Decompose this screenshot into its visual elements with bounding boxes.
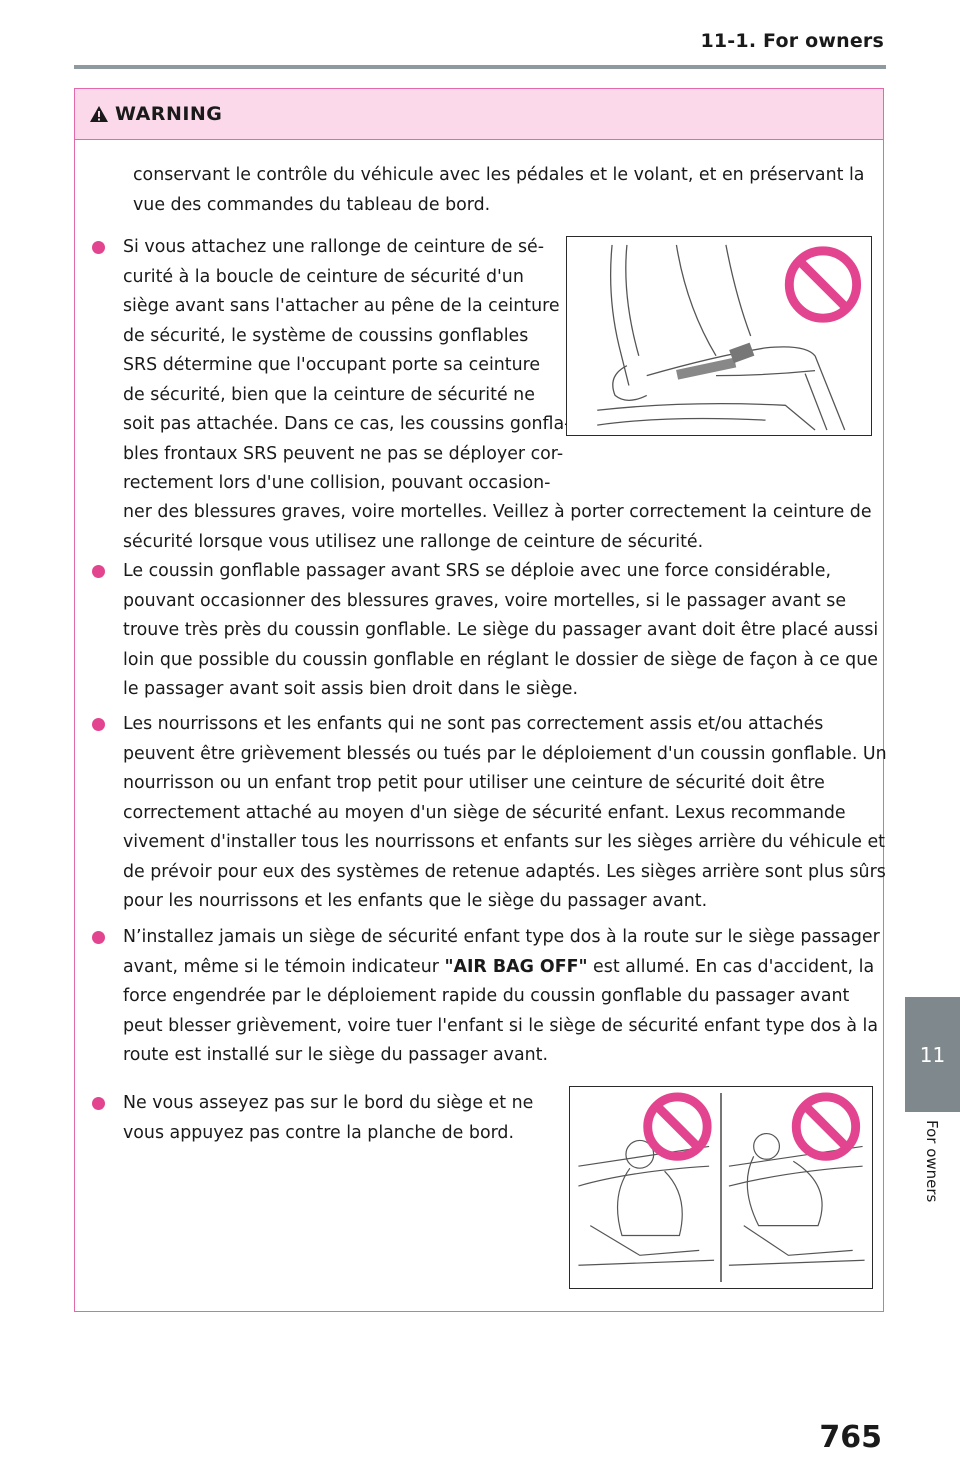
chapter-label: For owners	[923, 1120, 941, 1203]
seating-posture-figure	[569, 1086, 873, 1289]
bullet-text: Ne vous asseyez pas sur le bord du siège et ne vous appuyez pas contre la planche de bord.	[123, 1093, 534, 1143]
bullet-text: Le coussin gonflable passager avant SRS se déploie avec une force considérable, pouvant occasionner des blessures graves, voire mortelles, si le passager avant se trouve très près du coussin gonflable. Le siège du passager avant doit être placé aussi loin que possible du coussin gonflable en réglant le dossier de siège de façon à ce que le passager avant soit assis bien droit dans le siège.	[123, 561, 879, 699]
chapter-number: 11	[919, 1042, 946, 1067]
bullet-dot	[92, 1097, 105, 1110]
chapter-tab	[905, 997, 960, 1112]
bullet-dot	[92, 565, 105, 578]
header-rule	[74, 65, 886, 69]
warning-title: WARNING	[115, 103, 223, 125]
bullet-dot	[92, 241, 105, 254]
bullet-text-continued: ner des blessures graves, voire mortelles. Veillez à porter correctement la ceinture de sécurité lorsque vous utilisez une rallonge de ceinture de sécurité.	[123, 502, 872, 552]
bullet-text: Si vous attachez une rallonge de ceinture de sé- curité à la boucle de ceinture de sécurité d'un siège avant sans l'attacher au pêne de la ceinture de sécurité, le système de coussins gonflables SRS détermine que l'occupant porte sa ceinture de sécurité, bien que la ceinture de sécurité ne soit pas attachée. Dans ce cas, les coussins gonfla- bles frontaux SRS peuvent ne pas se déployer cor- rectement lors d'une collision, pouvant occasion-	[123, 237, 571, 493]
warning-triangle-icon	[89, 105, 109, 123]
prohibition-icon-right	[796, 1097, 855, 1156]
bullet-dot	[92, 718, 105, 731]
seatbelt-extender-figure	[566, 236, 872, 436]
section-title: 11-1. For owners	[700, 30, 884, 52]
continuation-text: conservant le contrôle du véhicule avec les pédales et le volant, et en préservant la vue des commandes du tableau de bord.	[133, 165, 865, 215]
bullet-text: Les nourrissons et les enfants qui ne sont pas correctement assis et/ou attachés peuvent être grièvement blessés ou tués par le déploiement d'un coussin gonflable. Un nourrisson ou un enfant trop petit pour utiliser une ceinture de sécurité doit être correctement attaché au moyen d'un siège de sécurité enfant. Lexus recommande vivement d'installer tous les nourrissons et enfants sur les sièges arrière du véhicule et de prévoir pour eux des systèmes de retenue adaptés. Les sièges arrière sont plus sûrs pour les nourrissons et les enfants que le siège du passager avant.	[123, 714, 887, 911]
prohibition-icon-left	[648, 1097, 707, 1156]
warning-header	[75, 89, 883, 140]
warning-box	[74, 88, 887, 1312]
bullet-text: N’installez jamais un siège de sécurité enfant type dos à la route sur le siège passager avant, même si le témoin indicateur "AIR BAG OFF" est allumé. En cas d'accident, la force engendrée par le déploiement rapide du coussin gonflable du passager avant peut blesser grièvement, voire tuer l'enfant si le siège de sécurité enfant type dos à la route est installé sur le siège du passager avant.	[123, 927, 880, 1065]
bullet-dot	[92, 931, 105, 944]
page-number: 765	[819, 1420, 882, 1455]
airbag-off-label: "AIR BAG OFF"	[444, 956, 588, 977]
